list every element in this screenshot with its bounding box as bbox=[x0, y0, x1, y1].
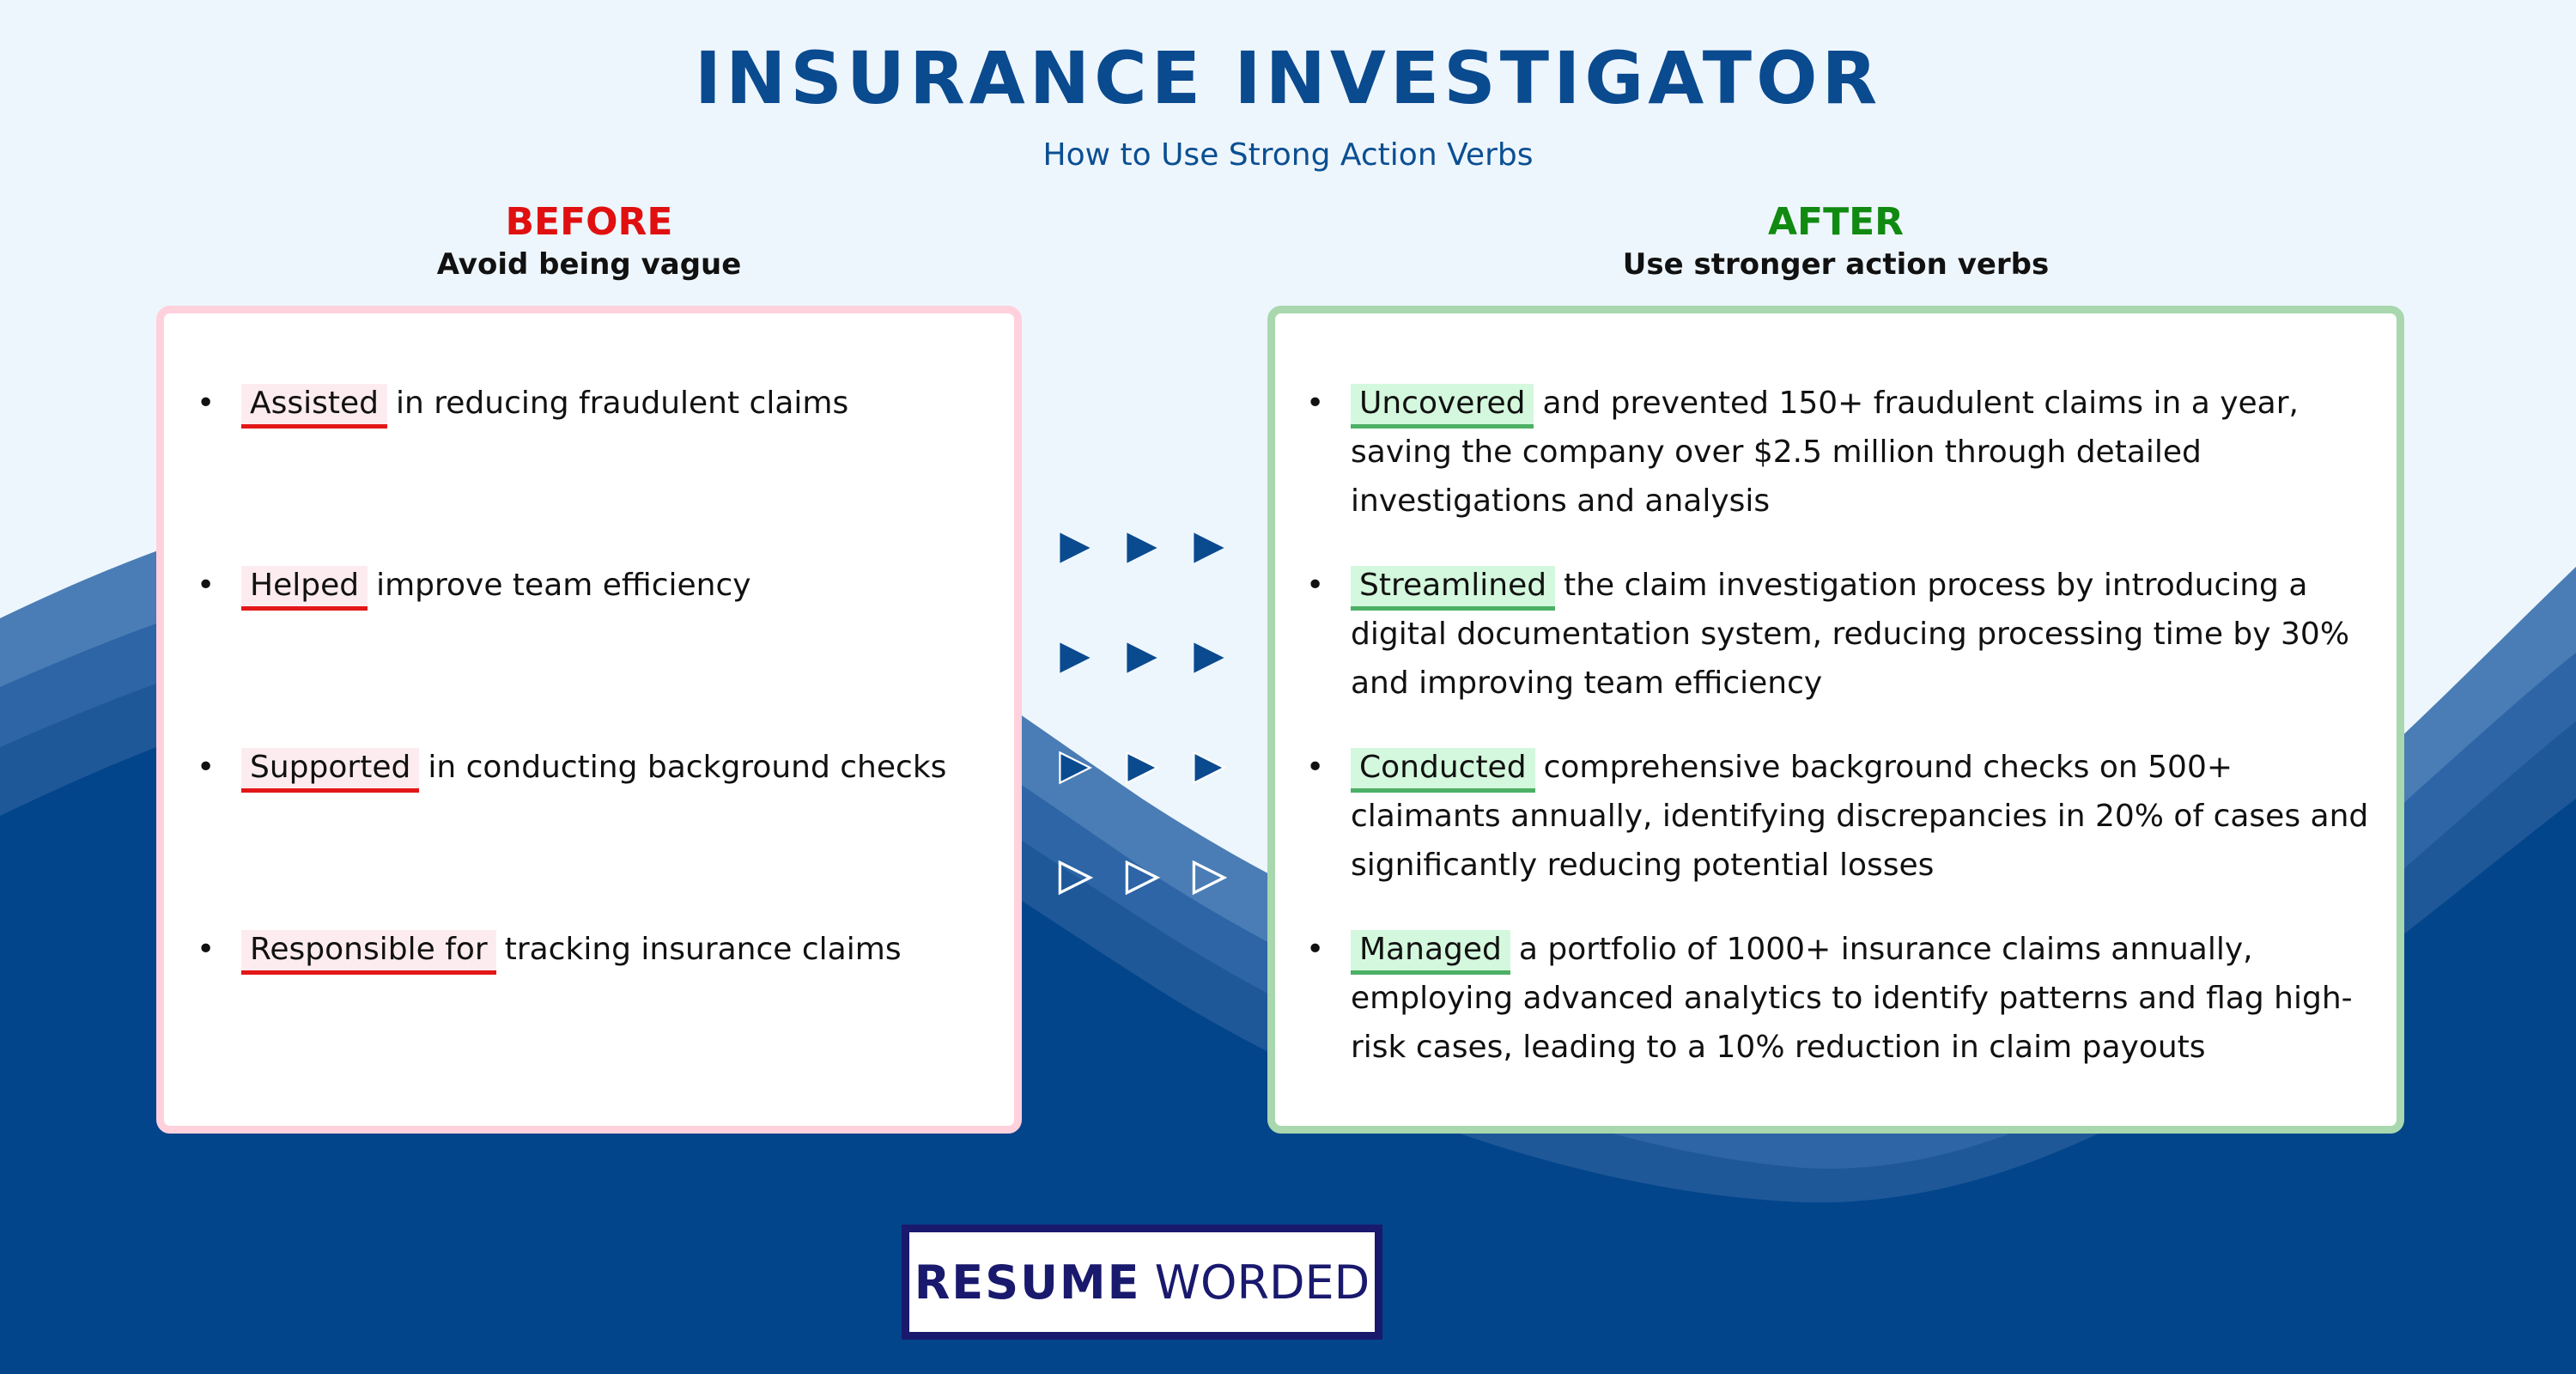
arrow-row bbox=[1056, 852, 1228, 903]
bullet-icon: • bbox=[197, 750, 216, 785]
after-item-text: comprehensive background checks on 500+ claimants annually, identifying discrepancies in 20% of cases and significantly reducing potential losses bbox=[1351, 750, 2369, 883]
play-triangle-icon bbox=[1190, 749, 1228, 787]
play-triangle-outline-icon bbox=[1190, 859, 1228, 897]
before-item bbox=[197, 561, 987, 610]
after-label: AFTER bbox=[1767, 200, 1905, 244]
before-panel bbox=[156, 306, 1022, 1134]
play-triangle-outline-icon bbox=[1056, 859, 1094, 897]
before-item-text: tracking insurance claims bbox=[504, 932, 902, 967]
arrow-row bbox=[1056, 522, 1228, 574]
strong-verb: Uncovered bbox=[1351, 384, 1534, 429]
page-subtitle: How to Use Strong Action Verbs bbox=[1042, 137, 1534, 173]
before-note: Avoid being vague bbox=[436, 247, 742, 282]
after-header bbox=[1267, 199, 2404, 283]
after-panel bbox=[1267, 306, 2404, 1134]
bullet-icon: • bbox=[197, 568, 216, 603]
before-item bbox=[197, 379, 987, 428]
weak-verb: Responsible for bbox=[241, 930, 496, 975]
after-item bbox=[1306, 925, 2371, 1072]
arrow-row bbox=[1056, 632, 1228, 684]
resume-worded-logo bbox=[902, 1225, 1382, 1340]
play-triangle-outline-icon bbox=[1123, 859, 1161, 897]
play-triangle-icon bbox=[1190, 529, 1228, 567]
after-item-text: and prevented 150+ fraudulent claims in a year, saving the company over $2.5 million through detailed investigations and analysis bbox=[1351, 386, 2299, 519]
play-triangle-icon bbox=[1123, 749, 1161, 787]
bullet-icon: • bbox=[1306, 386, 1325, 421]
bullet-icon: • bbox=[197, 386, 216, 421]
before-item bbox=[197, 743, 987, 792]
weak-verb: Supported bbox=[241, 748, 419, 793]
before-item-text: in conducting background checks bbox=[428, 750, 947, 785]
play-triangle-icon bbox=[1056, 639, 1094, 677]
arrow-row bbox=[1056, 742, 1228, 793]
before-label: BEFORE bbox=[505, 200, 673, 244]
before-header bbox=[156, 199, 1022, 283]
weak-verb: Helped bbox=[241, 566, 368, 611]
strong-verb: Streamlined bbox=[1351, 566, 1555, 611]
bullet-icon: • bbox=[1306, 568, 1325, 603]
before-item bbox=[197, 925, 987, 974]
before-item-text: in reducing fraudulent claims bbox=[396, 386, 849, 421]
play-triangle-icon bbox=[1190, 639, 1228, 677]
weak-verb: Assisted bbox=[241, 384, 387, 429]
after-item bbox=[1306, 561, 2371, 708]
before-item-text: improve team efficiency bbox=[376, 568, 751, 603]
play-triangle-icon bbox=[1056, 529, 1094, 567]
bullet-icon: • bbox=[1306, 932, 1325, 967]
after-note: Use stronger action verbs bbox=[1622, 247, 2050, 282]
after-item bbox=[1306, 379, 2371, 526]
after-item bbox=[1306, 743, 2371, 890]
bullet-icon: • bbox=[197, 932, 216, 967]
bullet-icon: • bbox=[1306, 750, 1325, 785]
play-triangle-icon bbox=[1123, 639, 1161, 677]
after-item-text: a portfolio of 1000+ insurance claims annually, employing advanced analytics to identify patterns and flag high-risk cases, leading to a 10% reduction in claim payouts bbox=[1351, 932, 2353, 1065]
page-title: INSURANCE INVESTIGATOR bbox=[694, 36, 1882, 120]
play-triangle-icon bbox=[1123, 529, 1161, 567]
strong-verb: Managed bbox=[1351, 930, 1510, 975]
logo-text-worded: WORDED bbox=[1154, 1255, 1370, 1310]
play-triangle-icon bbox=[1056, 749, 1094, 787]
after-item-text: the claim investigation process by introducing a digital documentation system, reducing processing time by 30% and improving team efficiency bbox=[1351, 568, 2350, 701]
logo-text-resume: RESUME bbox=[914, 1255, 1141, 1310]
strong-verb: Conducted bbox=[1351, 748, 1535, 793]
